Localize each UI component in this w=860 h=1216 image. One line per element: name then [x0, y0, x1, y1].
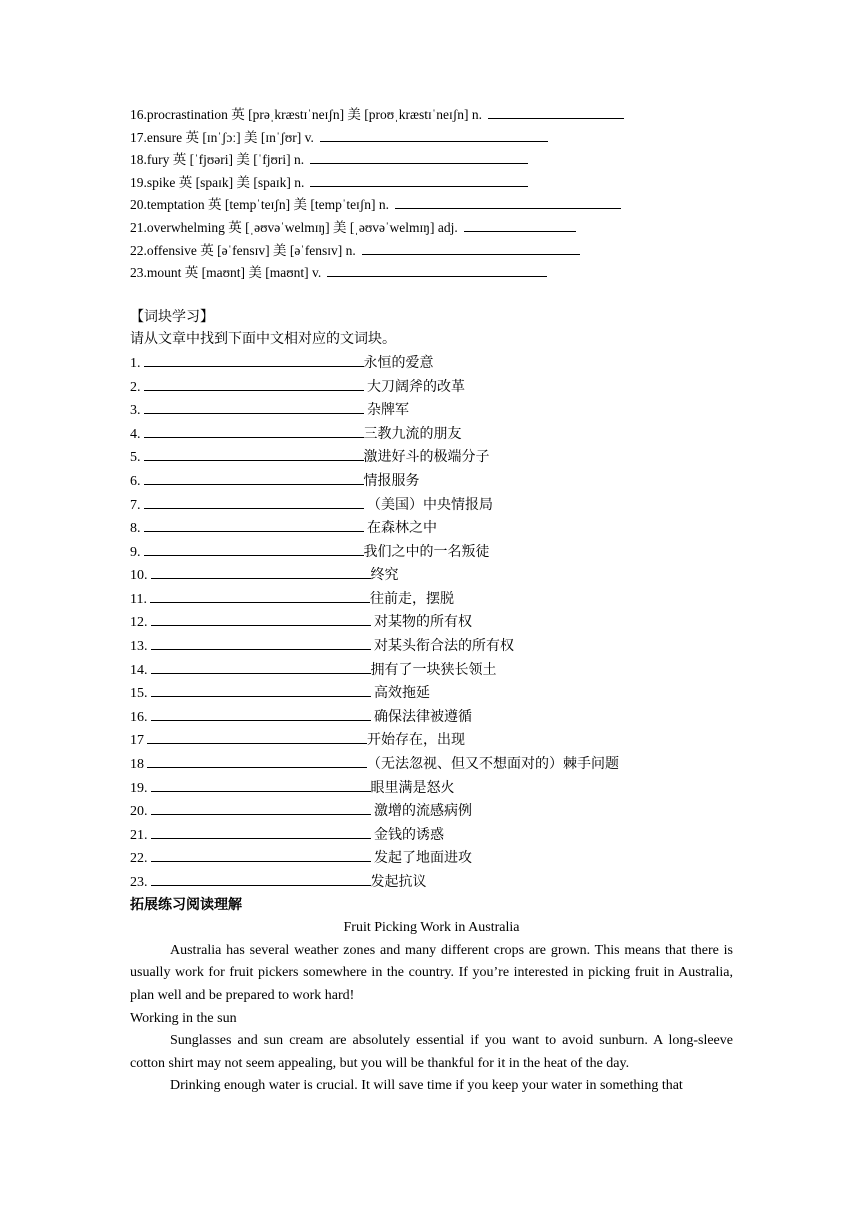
chinese-meaning: 开始存在，出现	[367, 733, 465, 749]
answer-blank[interactable]	[151, 847, 371, 862]
item-number: 12.	[130, 615, 148, 631]
answer-blank[interactable]	[147, 729, 367, 744]
chinese-meaning: 金钱的诱惑	[370, 827, 444, 843]
vocab-line: 19.spike 英 [spaɪk] 美 [spaɪk] n.	[130, 172, 733, 195]
phrase-item	[130, 824, 733, 848]
phrase-item	[130, 352, 733, 376]
item-number: 17	[130, 733, 144, 749]
phrase-item	[130, 399, 733, 423]
answer-blank[interactable]	[151, 871, 371, 886]
answer-blank[interactable]	[144, 376, 364, 391]
item-number: 7.	[130, 497, 141, 513]
document-page	[130, 104, 733, 1098]
phrase-item	[130, 564, 733, 588]
answer-blank[interactable]	[147, 753, 367, 768]
item-number: 1.	[130, 355, 141, 371]
item-number: 14.	[130, 662, 148, 678]
answer-blank[interactable]	[144, 399, 364, 414]
phrase-item	[130, 753, 733, 777]
chinese-meaning: 发起抗议	[370, 875, 427, 890]
phrase-item	[130, 659, 733, 683]
chinese-meaning: 高效拖延	[370, 686, 430, 702]
chinese-meaning: 终究	[370, 568, 399, 584]
chinese-meaning: 永恒的爱意	[363, 355, 434, 371]
answer-blank[interactable]	[144, 494, 364, 509]
section-instruction: 请从文章中找到下面中文相对应的文词块。	[130, 332, 396, 348]
section-heading: 【词块学习】	[130, 309, 214, 325]
answer-blank[interactable]	[144, 541, 364, 556]
item-number: 5.	[130, 450, 141, 466]
chinese-meaning: 情报服务	[363, 473, 420, 489]
answer-blank[interactable]	[144, 352, 364, 367]
item-number: 13.	[130, 639, 148, 655]
answer-blank[interactable]	[150, 588, 370, 603]
chinese-meaning: 拥有了一块狭长领土	[370, 662, 497, 678]
answer-blank[interactable]	[395, 194, 621, 209]
chinese-meaning: 我们之中的一名叛徒	[363, 544, 490, 560]
chinese-meaning: 三教九流的朋友	[363, 426, 462, 442]
answer-blank[interactable]	[144, 446, 364, 461]
vocab-line: 22.offensive 英 [əˈfensɪv] 美 [əˈfensɪv] n.	[130, 240, 733, 263]
item-number: 10.	[130, 568, 148, 584]
phrase-item	[130, 635, 733, 659]
answer-blank[interactable]	[151, 800, 371, 815]
chinese-meaning: 杂牌军	[363, 403, 409, 419]
item-number: 6.	[130, 473, 141, 489]
paragraph: Drinking enough water is crucial. It will save time if you keep your water in something that	[170, 1078, 683, 1094]
item-number: 18	[130, 757, 144, 773]
phrase-item	[130, 800, 733, 824]
phrase-item	[130, 777, 733, 801]
article-title: Fruit Picking Work in Australia	[343, 920, 520, 936]
vocab-line: 23.mount 英 [maʊnt] 美 [maʊnt] v.	[130, 262, 733, 285]
answer-blank[interactable]	[151, 635, 371, 650]
vocab-line: 18.fury 英 [ˈfjʊəri] 美 [ˈfjʊri] n.	[130, 149, 733, 172]
subheading: Working in the sun	[130, 1010, 237, 1026]
phrase-item	[130, 729, 733, 753]
phrase-list	[130, 352, 733, 895]
paragraph: Sunglasses and sun cream are absolutely essential if you want to avoid sunburn. A long-sleeve cotton shirt may not seem appealing, but you will be thankful for it in the heat of the day.	[130, 1033, 733, 1071]
answer-blank[interactable]	[151, 824, 371, 839]
vocab-line: 21.overwhelming 英 [ˌəʊvəˈwelmɪŋ] 美 [ˌəʊvəˈwelmɪŋ] adj.	[130, 217, 733, 240]
chinese-meaning: 发起了地面进攻	[370, 851, 472, 867]
item-number: 2.	[130, 379, 141, 395]
chinese-meaning: 激增的流感病例	[370, 804, 472, 820]
item-number: 9.	[130, 544, 141, 560]
item-number: 16.	[130, 709, 148, 725]
answer-blank[interactable]	[151, 706, 371, 721]
answer-blank[interactable]	[362, 240, 580, 255]
chinese-meaning: （美国）中央情报局	[363, 497, 493, 513]
answer-blank[interactable]	[151, 659, 371, 674]
item-number: 11.	[130, 591, 147, 607]
answer-blank[interactable]	[144, 517, 364, 532]
phrase-item	[130, 470, 733, 494]
answer-blank[interactable]	[144, 470, 364, 485]
phrase-item	[130, 494, 733, 518]
vocab-line: 16.procrastination 英 [prəˌkræstɪˈneɪʃn] 美 [proʊˌkræstɪˈneɪʃn] n.	[130, 104, 733, 127]
item-number: 23.	[130, 875, 148, 890]
answer-blank[interactable]	[488, 104, 624, 119]
item-number: 4.	[130, 426, 141, 442]
phrase-item	[130, 376, 733, 400]
chinese-meaning: 对某头衔合法的所有权	[370, 639, 514, 655]
answer-blank[interactable]	[310, 172, 528, 187]
chinese-meaning: 往前走，摆脱	[369, 591, 454, 607]
item-number: 21.	[130, 827, 148, 843]
phrase-item	[130, 682, 733, 706]
answer-blank[interactable]	[151, 682, 371, 697]
chinese-meaning: 大刀阔斧的改革	[363, 379, 465, 395]
answer-blank[interactable]	[464, 217, 576, 232]
paragraph: Australia has several weather zones and many different crops are grown. This means that there is usually work for fruit pickers somewhere in the country. If you’re interested in picking fruit in Australia, plan well and be prepared to work hard!	[130, 942, 733, 1003]
chinese-meaning: 在森林之中	[363, 521, 437, 537]
phrase-item	[130, 871, 733, 895]
item-number: 20.	[130, 804, 148, 820]
phrase-item	[130, 611, 733, 635]
phrase-item	[130, 706, 733, 730]
answer-blank[interactable]	[144, 423, 364, 438]
item-number: 15.	[130, 686, 148, 702]
phrase-item	[130, 446, 733, 470]
phrase-item	[130, 517, 733, 541]
phrase-item	[130, 588, 733, 612]
answer-blank[interactable]	[151, 611, 371, 626]
chinese-meaning: 确保法律被遵循	[370, 709, 472, 725]
chinese-meaning: 对某物的所有权	[370, 615, 472, 631]
phrase-item	[130, 847, 733, 871]
phrase-item	[130, 541, 733, 565]
answer-blank[interactable]	[327, 262, 547, 277]
answer-blank[interactable]	[310, 149, 528, 164]
item-number: 8.	[130, 521, 141, 537]
item-number: 22.	[130, 851, 148, 867]
vocab-line: 17.ensure 英 [ɪnˈʃɔː] 美 [ɪnˈʃʊr] v.	[130, 127, 733, 150]
chinese-meaning: 眼里满是怒火	[370, 780, 455, 796]
answer-blank[interactable]	[151, 777, 371, 792]
answer-blank[interactable]	[151, 564, 371, 579]
item-number: 19.	[130, 780, 148, 796]
reading-heading: 拓展练习阅读理解	[130, 897, 242, 913]
chinese-meaning: 激进好斗的极端分子	[363, 450, 490, 466]
vocab-line: 20.temptation 英 [tempˈteɪʃn] 美 [tempˈteɪʃn] n.	[130, 194, 733, 217]
chinese-meaning: （无法忽视、但又不想面对的）棘手问题	[367, 757, 619, 773]
phrase-item	[130, 423, 733, 447]
answer-blank[interactable]	[320, 127, 548, 142]
item-number: 3.	[130, 403, 141, 419]
